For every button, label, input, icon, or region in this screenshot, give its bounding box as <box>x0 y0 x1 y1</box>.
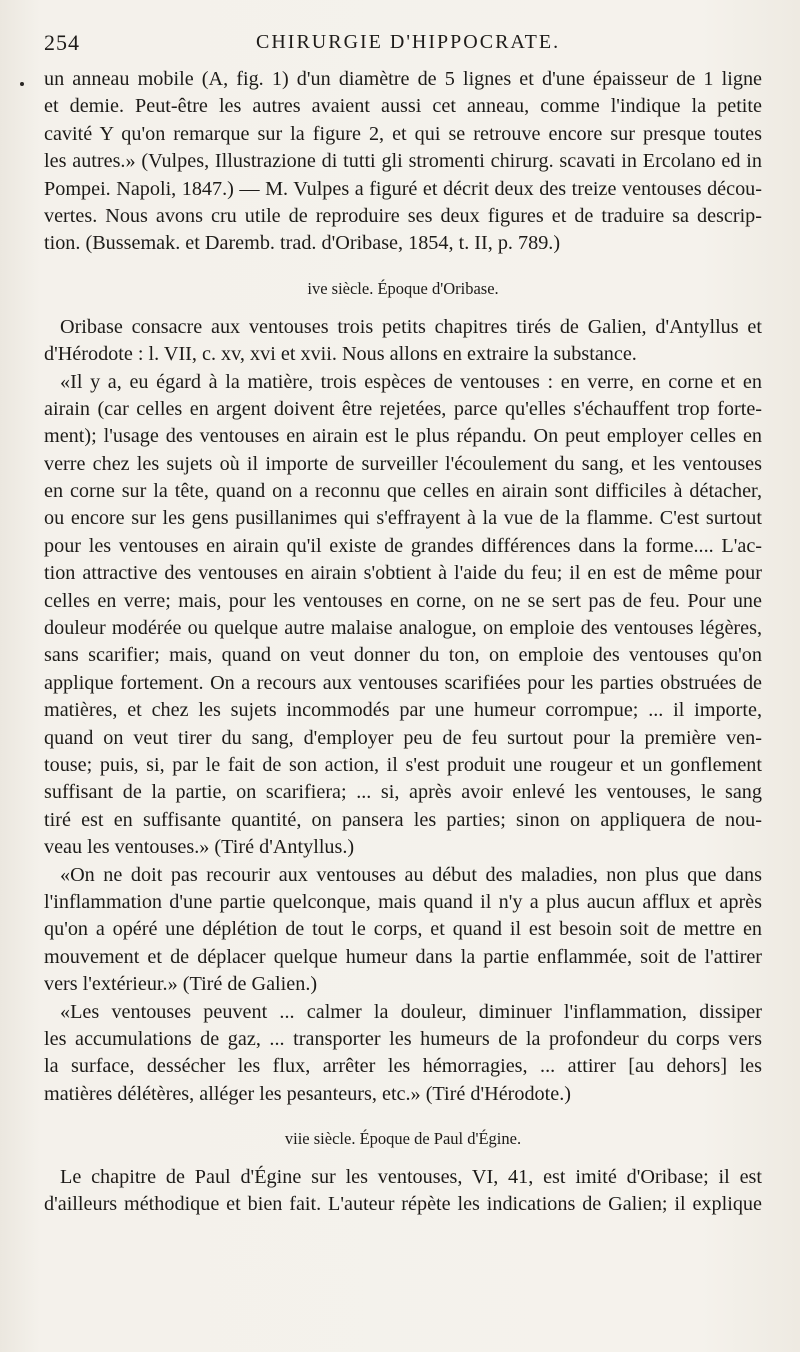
text-line: douleur modérée ou quelque autre malaise analogue, on emploie des ventouses légères, <box>44 617 762 640</box>
running-head: CHIRURGIE D'HIPPOCRATE. <box>256 31 561 53</box>
text-line: mouvement et de déplacer quelque humeur dans la partie enflammée, soit de l'attirer <box>44 945 762 968</box>
text-line: tion. (Bussemak. et Daremb. trad. d'Oribase, 1854, t. II, p. 789.) <box>44 232 561 255</box>
paragraph-herodote-quote <box>44 999 762 1109</box>
page-body <box>44 66 762 1219</box>
text-line: pour les ventouses en airain qu'il existe de grandes différences dans la forme.... L'ac- <box>44 534 762 557</box>
text-line: touse; puis, si, par le fait de son action, il s'est produit une rougeur et un gonflement <box>44 753 762 776</box>
text-line: vertes. Nous avons cru utile de reproduire ses deux figures et de traduire sa descrip- <box>44 204 762 227</box>
paragraph-galien-quote <box>44 862 762 999</box>
paragraph-vulpes-quote <box>44 66 762 258</box>
margin-dot <box>20 82 24 86</box>
text-line: cavité Y qu'on remarque sur la figure 2, et qui se retrouve encore sur presque toutes <box>44 122 762 145</box>
paragraph-oribase-intro <box>44 314 762 369</box>
text-line: sans scarifier; mais, quand on veut donner du ton, on emploie des ventouses qu'on <box>44 644 762 667</box>
text-line: «Il y a, eu égard à la matière, trois espèces de ventouses : en verre, en corne et en <box>60 370 762 393</box>
page-number: 254 <box>44 30 80 55</box>
text-line: l'inflammation d'une partie quelconque, mais quand il n'y a plus aucun afflux et après <box>44 890 762 913</box>
text-line: quand on veut tirer du sang, d'employer peu de feu surtout pour la première ven- <box>44 726 762 749</box>
paragraph-paul-egine <box>44 1164 762 1219</box>
text-line: airain (car celles en argent doivent être rejetées, parce qu'elles s'échauffent trop forte- <box>44 397 762 420</box>
text-line: Pompei. Napoli, 1847.) — M. Vulpes a figuré et décrit deux des treize ventouses décou- <box>44 177 762 200</box>
text-line: tiré est en suffisante quantité, on pansera les parties; sinon on appliquera de nou- <box>44 808 762 831</box>
section-heading-paul: viie siècle. Époque de Paul d'Égine. <box>284 1129 522 1149</box>
text-line: les autres.» (Vulpes, Illustrazione di tutti gli stromenti chirurg. scavati in Ercolano ed in <box>44 150 762 173</box>
text-line: «On ne doit pas recourir aux ventouses au début des maladies, non plus que dans <box>60 863 762 886</box>
text-line: tion attractive des ventouses en airain s'obtient à l'aide du feu; il en est de même pour <box>44 562 762 585</box>
section-heading-oribase: ive siècle. Époque d'Oribase. <box>307 278 499 298</box>
text-line: d'Hérodote : l. VII, c. xv, xvi et xvii. Nous allons en extraire la substance. <box>44 343 637 366</box>
text-line: d'ailleurs méthodique et bien fait. L'auteur répète les indications de Galien; il explique <box>44 1193 762 1216</box>
text-line: ment); l'usage des ventouses en airain est le plus répandu. On peut employer celles en <box>44 425 762 448</box>
text-line: et demie. Peut-être les autres avaient aussi cet anneau, comme l'indique la petite <box>44 95 762 118</box>
text-line: matières, et chez les sujets incommodés par une humeur corrompue; ... il importe, <box>44 699 762 722</box>
text-line: veau les ventouses.» (Tiré d'Antyllus.) <box>44 836 355 859</box>
text-line: la surface, dessécher les flux, arrêter les hémorragies, ... attirer [au dehors] les <box>44 1055 762 1078</box>
text-line: suffisant de la partie, on scarifiera; ... si, après avoir enlevé les ventouses, le sang <box>44 781 762 804</box>
text-line: les accumulations de gaz, ... transporter les humeurs de la profondeur du corps vers <box>44 1027 762 1050</box>
text-line: verre chez les sujets où il importe de surveiller l'écoulement du sang, et les ventouses <box>44 452 762 475</box>
page-header <box>44 30 760 58</box>
text-line: ou encore sur les gens pusillanimes qui s'effrayent à la vue de la flamme. C'est surtout <box>44 507 762 530</box>
text-line: en corne sur la tête, quand on a reconnu que celles en airain sont difficiles à détacher, <box>44 480 762 503</box>
text-line: vers l'extérieur.» (Tiré de Galien.) <box>44 973 318 996</box>
text-line: «Les ventouses peuvent ... calmer la douleur, diminuer l'inflammation, dissiper <box>60 1000 762 1023</box>
text-line: celles en verre; mais, pour les ventouses en corne, on ne se sert pas de feu. Pour une <box>44 589 762 612</box>
text-line: Oribase consacre aux ventouses trois petits chapitres tirés de Galien, d'Antyllus et <box>60 315 762 338</box>
text-line: Le chapitre de Paul d'Égine sur les ventouses, VI, 41, est imité d'Oribase; il est <box>60 1166 762 1189</box>
paragraph-antyllus-quote <box>44 369 762 862</box>
text-line: qu'on a opéré une déplétion de tout le corps, et quand il est besoin soit de mettre en <box>44 918 762 941</box>
text-line: matières délétères, alléger les pesanteurs, etc.» (Tiré d'Hérodote.) <box>44 1082 571 1105</box>
text-line: applique fortement. On a recours aux ventouses scarifiées pour les parties obstruées de <box>44 671 762 694</box>
text-line: un anneau mobile (A, fig. 1) d'un diamètre de 5 lignes et d'une épaisseur de 1 ligne <box>44 68 762 90</box>
